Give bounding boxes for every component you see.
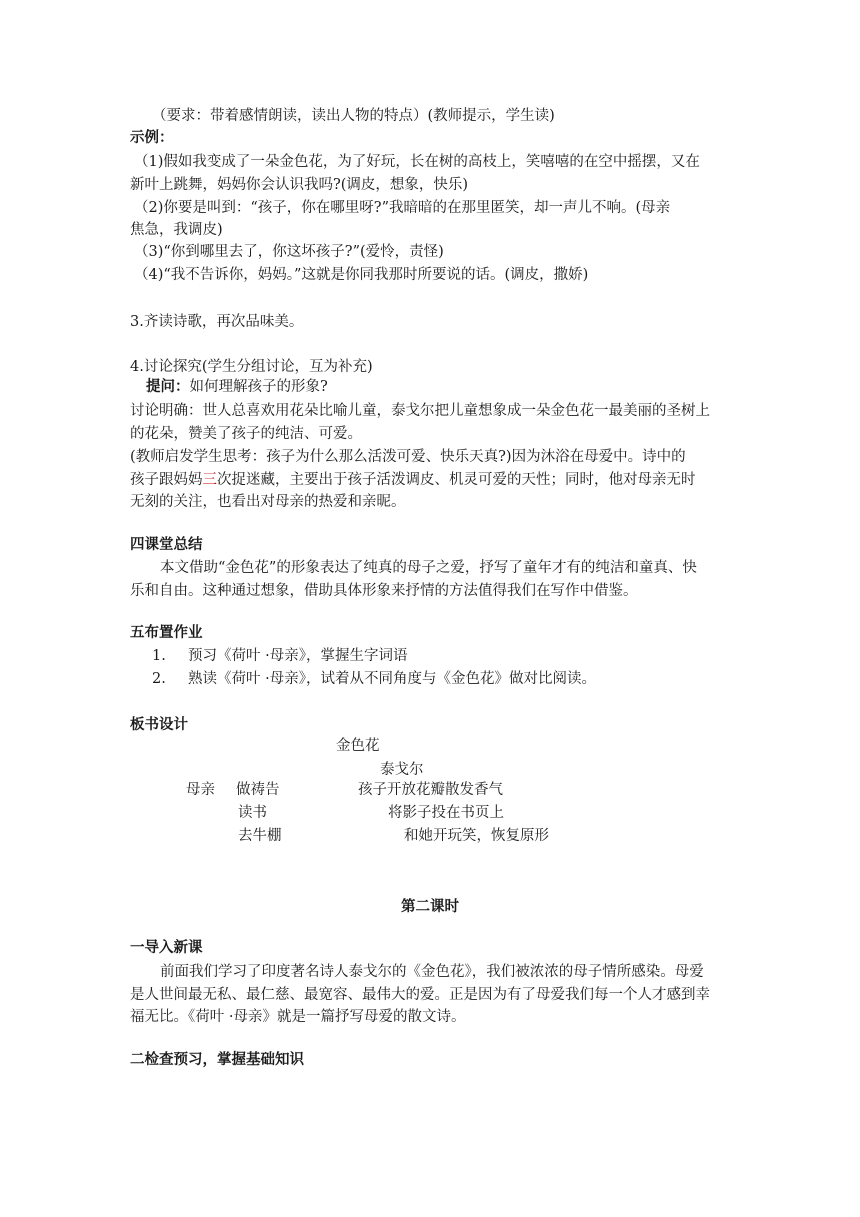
- example-2a: （2)你要是叫到：“孩子，你在哪里呀?”我暗暗的在那里匿笑，却一声儿不响。(母亲: [134, 200, 671, 216]
- example-1b: 新叶上跳舞，妈妈你会认识我吗?(调皮，想象，快乐): [130, 177, 469, 193]
- discussion-1: 讨论明确：世人总喜欢用花朵比喻儿童，泰戈尔把儿童想象成一朵金色花一最美丽的圣树上: [130, 403, 710, 419]
- guide-1: (教师启发学生思考：孩子为什么那么活泼可爱、快乐天真?)因为沐浴在母爱中。诗中的: [130, 449, 686, 465]
- guide-2a: 孩子跟妈妈: [130, 472, 203, 488]
- intro-3: 福无比。《荷叶 ·母亲》就是一篇抒写母爱的散文诗。: [130, 1009, 466, 1025]
- board-child-3: 和她开玩笑，恢复原形: [404, 828, 549, 844]
- board-action-2: 读书: [238, 805, 267, 821]
- lesson-2-title: 第二课时: [401, 899, 459, 915]
- example-2b: 焦急，我调皮): [130, 222, 223, 238]
- homework-2-num: 2.: [152, 671, 166, 687]
- section-5-heading: 五布置作业: [130, 625, 203, 641]
- example-label: 示例：: [130, 130, 174, 146]
- guide-2: [130, 469, 696, 491]
- board-action-1: 做祷告: [236, 782, 280, 798]
- step-3: 3.齐读诗歌，再次品味美。: [130, 314, 304, 330]
- example-1a: （1)假如我变成了一朵金色花，为了好玩，长在树的高枝上，笑嘻嘻的在空中摇摆，又在: [134, 154, 700, 170]
- homework-2: [152, 668, 596, 690]
- section-4-heading: 四课堂总结: [130, 537, 203, 553]
- board-child-2: 将影子投在书页上: [388, 805, 504, 821]
- board-heading: 板书设计: [130, 717, 188, 733]
- guide-2c: 次捉迷藏，主要出于孩子活泼调皮、机灵可爱的天性；同时，他对母亲无时: [217, 472, 696, 488]
- board-mother: 母亲: [186, 782, 215, 798]
- homework-1-text: 预习《荷叶 ·母亲》，掌握生字词语: [188, 648, 408, 664]
- discussion-2: 的花朵，赞美了孩子的纯洁、可爱。: [130, 426, 362, 442]
- board-action-3: 去牛棚: [238, 828, 282, 844]
- homework-1-num: 1.: [152, 648, 166, 664]
- question-label: 提问：: [146, 379, 190, 395]
- summary-1: 本文借助“金色花”的形象表达了纯真的母子之爱，抒写了童年才有的纯洁和童真、快: [160, 560, 697, 576]
- homework-2-text: 熟读《荷叶 ·母亲》，试着从不同角度与《金色花》做对比阅读。: [188, 671, 596, 687]
- board-author: 泰戈尔: [380, 762, 424, 778]
- guide-2-highlight: 三: [202, 472, 217, 488]
- requirement-line: （要求：带着感情朗读，读出人物的特点）(教师提示，学生读): [152, 108, 555, 124]
- example-3: （3)“你到哪里去了，你这坏孩子?”(爱怜，责怪): [134, 244, 444, 260]
- example-4: （4)“我不告诉你，妈妈。”这就是你同我那时所要说的话。(调皮，撒娇): [134, 267, 589, 283]
- summary-2: 乐和自由。这种通过想象，借助具体形象来抒情的方法值得我们在写作中借鉴。: [130, 583, 638, 599]
- section-2-heading: 二检查预习，掌握基础知识: [130, 1052, 304, 1068]
- board-child-1: 孩子开放花瓣散发香气: [358, 782, 503, 798]
- board-title: 金色花: [336, 738, 380, 754]
- homework-1: [152, 645, 407, 667]
- question-line: [146, 376, 328, 398]
- intro-2: 是人世间最无私、最仁慈、最宽容、最伟大的爱。正是因为有了母爱我们每一个人才感到幸: [130, 987, 710, 1003]
- section-1-heading: 一导入新课: [130, 940, 203, 956]
- intro-1: 前面我们学习了印度著名诗人泰戈尔的《金色花》，我们被浓浓的母子情所感染。母爱: [160, 964, 704, 980]
- guide-3: 无刻的关注，也看出对母亲的热爱和亲昵。: [130, 494, 406, 510]
- step-4: 4.讨论探究(学生分组讨论，互为补充): [130, 359, 373, 375]
- question-text: 如何理解孩子的形象?: [189, 379, 328, 395]
